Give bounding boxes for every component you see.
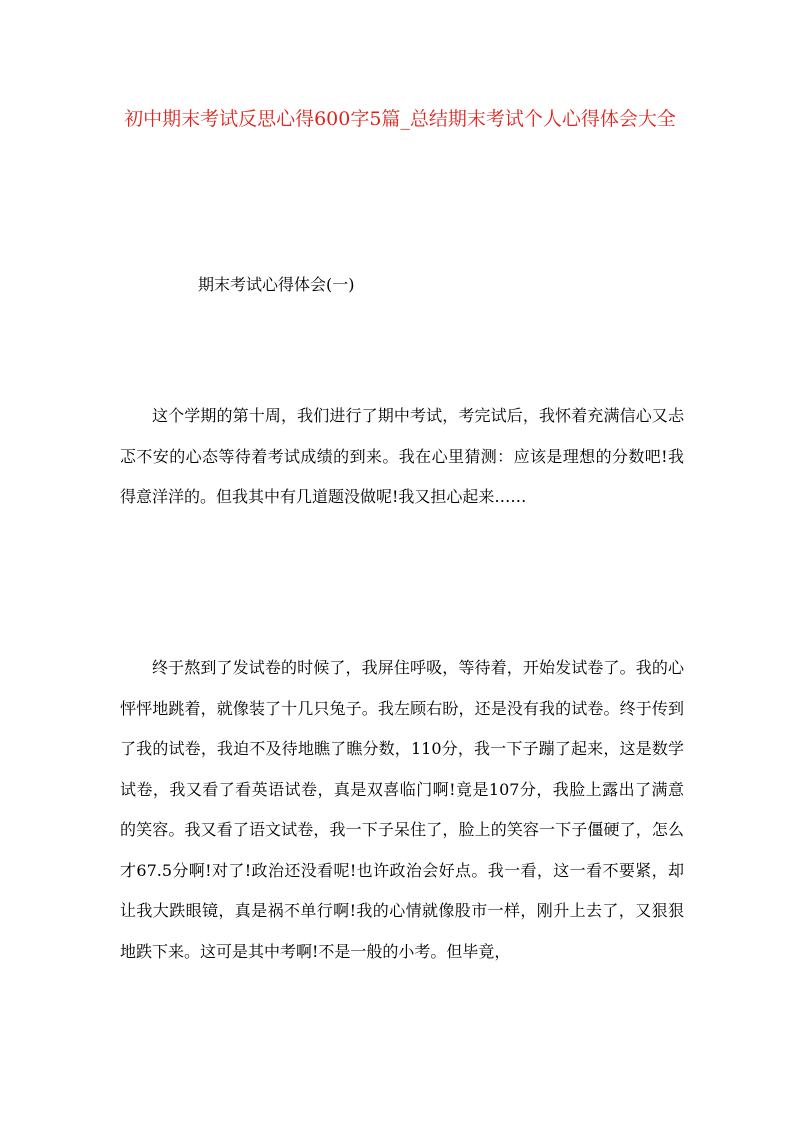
paragraph-1: 这个学期的第十周，我们进行了期中考试，考完试后，我怀着充满信心又忐忑不安的心态等待着考试成绩的到来。我在心里猜测：应该是理想的分数吧!我得意洋洋的。但我其中有几道题没做呢!我又担心起来…… [120,406,684,506]
section-heading: 期末考试心得体会(一) [198,275,355,294]
document-title: 初中期末考试反思心得600字5篇_总结期末考试个人心得体会大全 [124,108,676,130]
paragraph-2: 终于熬到了发试卷的时候了，我屏住呼吸，等待着，开始发试卷了。我的心怦怦地跳着，就像装了十几只兔子。我左顾右盼，还是没有我的试卷。终于传到了我的试卷，我迫不及待地瞧了瞧分数，110分，我一下子蹦了起来，这是数学试卷，我又看了看英语试卷，真是双喜临门啊!竟是107分，我脸上露出了满意的笑容。我又看了语文试卷，我一下子呆住了，脸上的笑容一下子僵硬了，怎么才67.5分啊!对了!政治还没看呢!也许政治会好点。我一看，这一看不要紧，却让我大跌眼镜，真是祸不单行啊!我的心情就像股市一样，刚升上去了，又狠狠地跌下来。这可是其中考啊!不是一般的小考。但毕竟， [120,658,684,961]
